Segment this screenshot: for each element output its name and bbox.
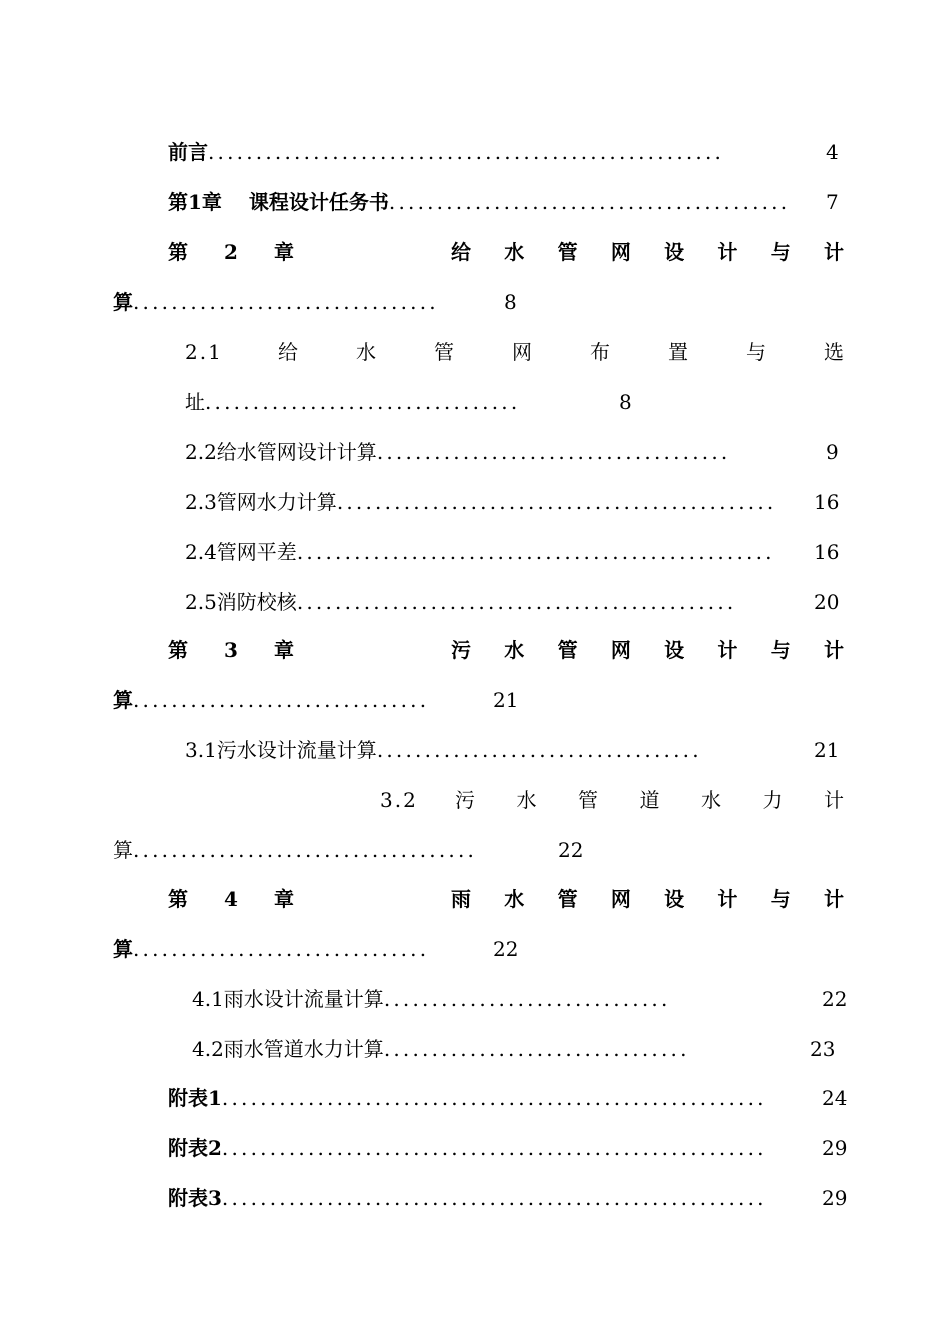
toc-entry-title: 2.5消防校核 (185, 590, 297, 614)
toc-entry-title: 附表1 (168, 1086, 222, 1110)
toc-entry-title: 3.1污水设计流量计算 (185, 738, 377, 762)
toc-entry-title: 4.2雨水管道水力计算 (192, 1037, 384, 1061)
toc-page-number: 22 (558, 838, 584, 862)
toc-page-number: 29 (822, 1136, 848, 1160)
toc-page-number: 7 (826, 190, 839, 214)
toc-entry-preface[interactable]: 前言...................................................... (168, 140, 725, 164)
toc-page-number: 21 (493, 688, 519, 712)
toc-entry-s2-2[interactable]: 2.2给水管网设计计算..................................... (185, 440, 731, 464)
toc-entry-ch3-title[interactable]: 污 水 管 网 设 计 与 计 (451, 638, 844, 662)
toc-entry-title: 2.3管网水力计算 (185, 490, 337, 514)
toc-page-number: 9 (826, 440, 839, 464)
toc-entry-title: 4.1雨水设计流量计算 (192, 987, 384, 1011)
toc-page-number: 16 (814, 490, 840, 514)
toc-page-number: 4 (826, 140, 839, 164)
toc-entry-s2-5[interactable]: 2.5消防校核.............................................. (185, 590, 737, 614)
toc-page-number: 16 (814, 540, 840, 564)
toc-entry-appendix-3[interactable]: 附表3......................................................... (168, 1186, 767, 1210)
toc-entry-appendix-1[interactable]: 附表1......................................................... (168, 1086, 767, 1110)
toc-entry-s3-2-title[interactable]: 污 水 管 道 水 力 计 (455, 788, 844, 812)
toc-page-number: 20 (814, 590, 840, 614)
toc-page-number: 22 (493, 937, 519, 961)
toc-page-number: 22 (822, 987, 848, 1011)
toc-page-number: 8 (619, 390, 632, 414)
toc-entry-s4-2[interactable]: 4.2雨水管道水力计算................................ (192, 1037, 690, 1061)
toc-entry-s2-4[interactable]: 2.4管网平差.................................................. (185, 540, 775, 564)
toc-entry-title: 前言 (168, 140, 208, 164)
toc-entry-s2-3[interactable]: 2.3管网水力计算.............................................. (185, 490, 777, 514)
toc-entry-appendix-2[interactable]: 附表2......................................................... (168, 1136, 767, 1160)
toc-entry-s3-1[interactable]: 3.1污水设计流量计算.................................. (185, 738, 702, 762)
toc-page-number: 29 (822, 1186, 848, 1210)
toc-entry-ch3-label[interactable]: 第 3 章 (168, 638, 294, 662)
toc-entry-ch3-cont[interactable]: 算............................... (113, 688, 430, 712)
toc-entry-ch4-label[interactable]: 第 4 章 (168, 887, 294, 911)
toc-page-number: 21 (814, 738, 840, 762)
toc-entry-title: 2.4管网平差 (185, 540, 297, 564)
toc-entry-s2-1-num: 2.1 (185, 340, 223, 364)
toc-entry-ch2-title[interactable]: 给 水 管 网 设 计 与 计 (451, 240, 844, 264)
toc-entry-ch2-label[interactable]: 第 2 章 (168, 240, 294, 264)
toc-entry-s4-1[interactable]: 4.1雨水设计流量计算.............................. (192, 987, 671, 1011)
toc-entry-title: 附表3 (168, 1186, 222, 1210)
toc-page-number: 8 (504, 290, 517, 314)
toc-entry-s3-2-cont[interactable]: 算.................................... (113, 838, 478, 862)
toc-page-number: 24 (822, 1086, 848, 1110)
toc-entry-title: 附表2 (168, 1136, 222, 1160)
toc-entry-ch4-title[interactable]: 雨 水 管 网 设 计 与 计 (451, 887, 844, 911)
toc-entry-s3-2-num: 3.2 (380, 788, 418, 812)
toc-entry-s2-1-cont[interactable]: 址................................. (185, 390, 521, 414)
toc-entry-ch2-cont[interactable]: 算................................ (113, 290, 439, 314)
toc-entry-ch1[interactable]: 第1章 课程设计任务书.......................................... (168, 190, 791, 214)
toc-entry-title: 2.2给水管网设计计算 (185, 440, 377, 464)
toc-entry-title: 第1章 课程设计任务书 (168, 190, 389, 214)
toc-page-number: 23 (810, 1037, 836, 1061)
toc-entry-ch4-cont[interactable]: 算............................... (113, 937, 430, 961)
toc-entry-s2-1-title[interactable]: 给 水 管 网 布 置 与 选 (278, 340, 844, 364)
